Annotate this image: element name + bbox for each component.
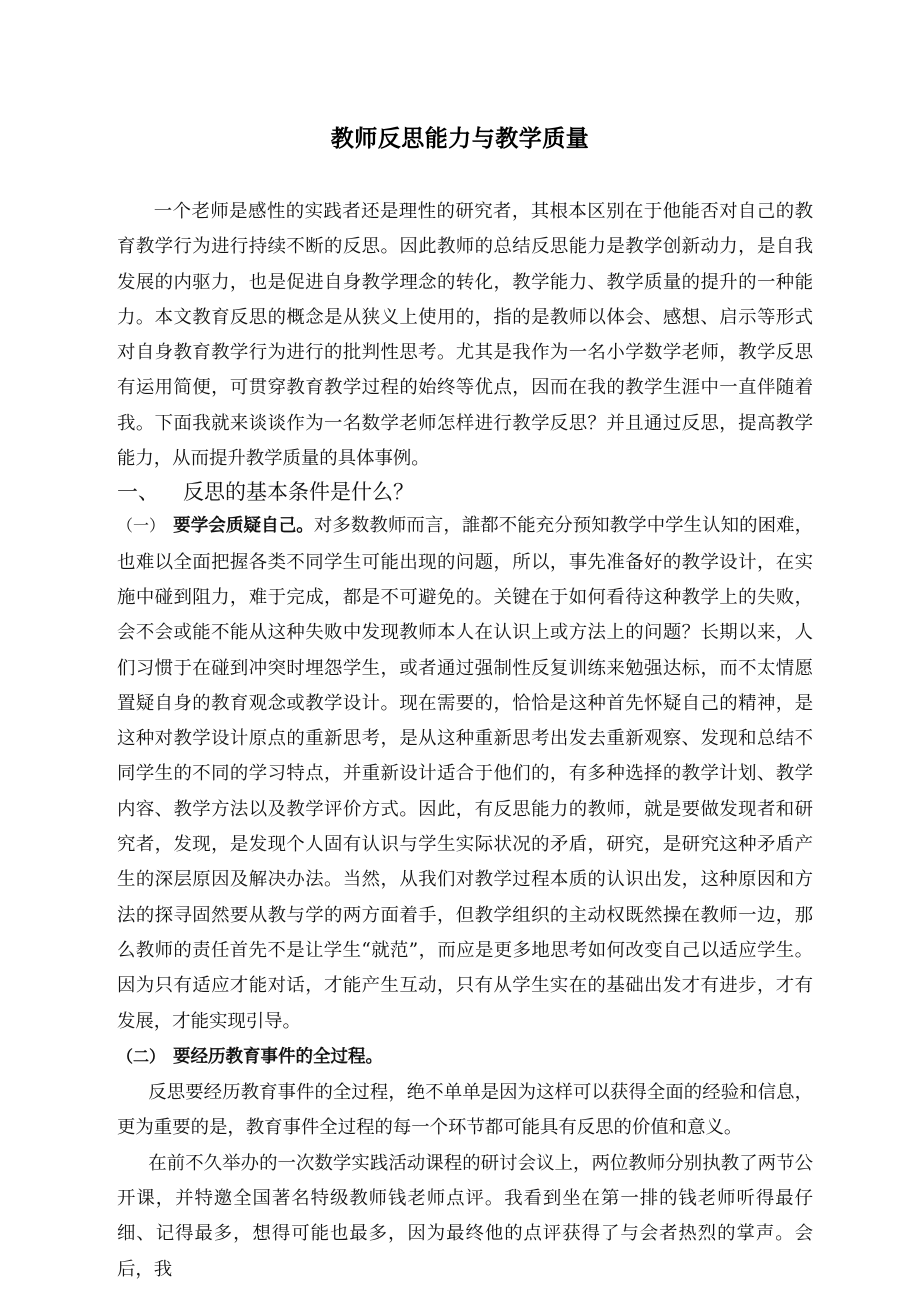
document-body xyxy=(117,194,813,1287)
subsection-1-heading: 要学会质疑自己。 xyxy=(173,516,314,537)
subsection-2-heading: 要经历教育事件的全过程。 xyxy=(173,1046,384,1067)
section-number: 一、 xyxy=(117,480,159,505)
subsection-2-heading-line xyxy=(117,1039,813,1075)
document-title: 教师反思能力与教学质量 xyxy=(330,126,590,152)
subsection-2-number: （二） xyxy=(117,1046,166,1066)
section-heading-1 xyxy=(117,476,813,508)
subsection-1-paragraph xyxy=(117,508,813,1038)
section-title: 反思的基本条件是什么？ xyxy=(183,480,414,505)
subsection-2-paragraph-2: 在前不久举办的一次数学实践活动课程的研讨会议上，两位教师分别执教了两节公开课，并特邀全国著名特级教师钱老师点评。我看到坐在第一排的钱老师听得最仔细、记得最多，想得可能也最多，因为最终他的点评获得了与会者热烈的掌声。会后，我 xyxy=(117,1152,813,1280)
intro-paragraph: 一个老师是感性的实践者还是理性的研究者，其根本区别在于他能否对自己的教育教学行为进行持续不断的反思。因此教师的总结反思能力是教学创新动力，是自我发展的内驱力，也是促进自身教学理念的转化，教学能力、教学质量的提升的一种能力。本文教育反思的概念是从狭义上使用的，指的是教师以体会、感想、启示等形式对自身教育教学行为进行的批判性思考。尤其是我作为一名小学数学老师，教学反思有运用简便，可贯穿教育教学过程的始终等优点，因而在我的教学生涯中一直伴随着我。下面我就来谈谈作为一名数学老师怎样进行教学反思？并且通过反思，提高教学能力，从而提升教学质量的具体事例。 xyxy=(117,201,813,470)
subsection-1-text: 对多数教师而言，誰都不能充分预知教学中学生认知的困难，也难以全面把握各类不同学生可能出现的问题，所以，事先准备好的教学设计，在实施中碰到阻力，难于完成，都是不可避免的。关键在于如何看待这种教学上的失败，会不会或能不能从这种失败中发现教师本人在认识上或方法上的问题？长期以来，人们习惯于在碰到冲突时埋怨学生，或者通过强制性反复训练来勉强达标，而不太情愿置疑自身的教育观念或教学设计。现在需要的，恰恰是这种首先怀疑自己的精神，是这种对教学设计原点的重新思考，是从这种重新思考出发去重新观察、发现和总结不同学生的不同的学习特点，并重新设计适合于他们的，有多种选择的教学计划、教学内容、教学方法以及教学评价方式。因此，有反思能力的教师，就是要做发现者和研究者，发现，是发现个人固有认识与学生实际状况的矛盾，研究，是研究这种矛盾产生的深层原因及解决办法。当然，从我们对教学过程本质的认识出发，这种原因和方法的探寻固然要从教与学的两方面着手，但教学组织的主动权既然操在教师一边，那么教师的责任首先不是让学生“就范”，而应是更多地思考如何改变自己以适应学生。因为只有适应才能对话，才能产生互动，只有从学生实在的基础出发才有进步，才有发展，才能实现引导。 xyxy=(117,515,813,1032)
subsection-1-number: （一） xyxy=(117,516,166,536)
subsection-2-paragraph-1: 反思要经历教育事件的全过程，绝不单单是因为这样可以获得全面的经验和信息，更为重要的是，教育事件全过程的每一个环节都可能具有反思的价值和意义。 xyxy=(117,1082,813,1139)
